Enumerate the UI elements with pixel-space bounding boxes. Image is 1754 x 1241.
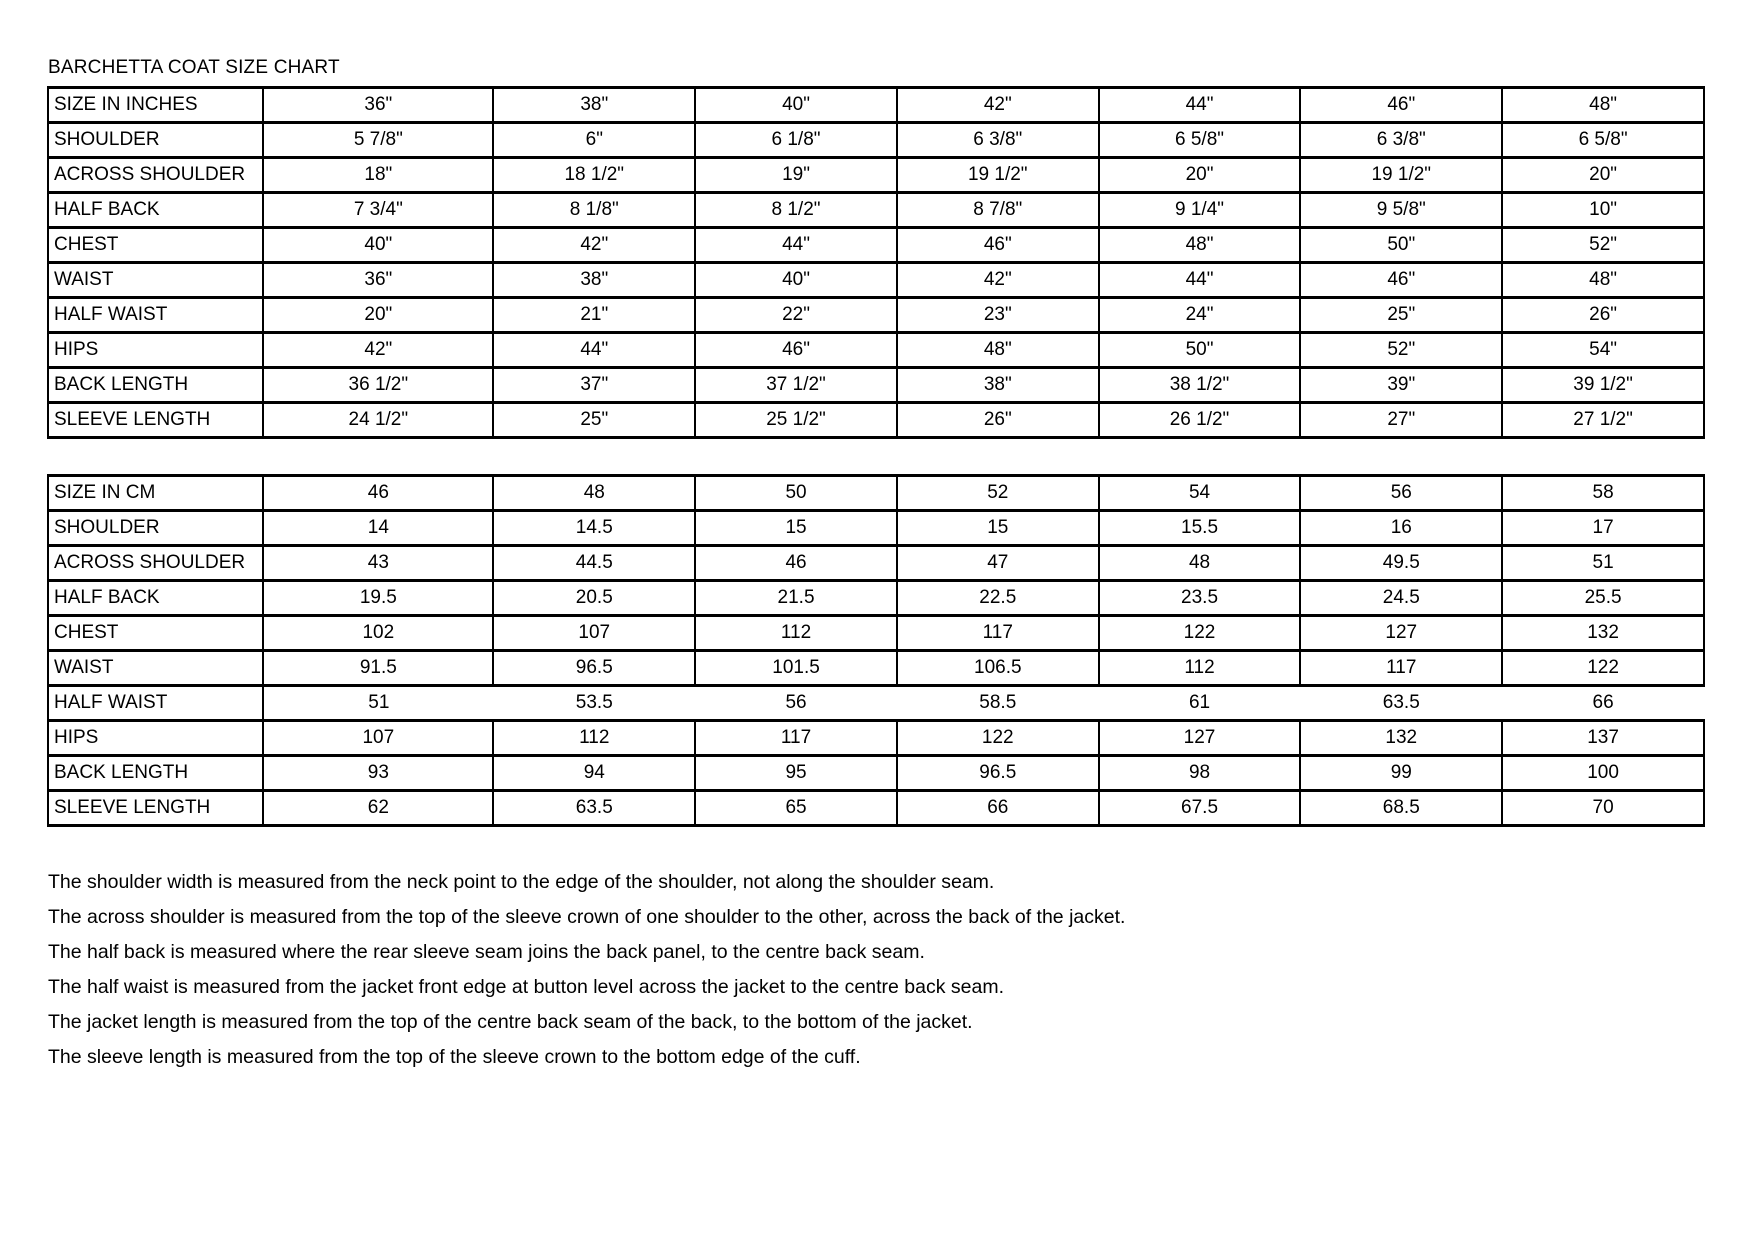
value-cell: 15 bbox=[695, 511, 897, 546]
value-cell: 25.5 bbox=[1502, 581, 1704, 616]
value-cell: 26 1/2" bbox=[1099, 403, 1301, 438]
value-cell: 66 bbox=[897, 791, 1099, 826]
value-cell: 137 bbox=[1502, 721, 1704, 756]
value-cell: 67.5 bbox=[1099, 791, 1301, 826]
value-cell: 44" bbox=[695, 228, 897, 263]
value-cell: 10" bbox=[1502, 193, 1704, 228]
table-row bbox=[48, 158, 1704, 193]
value-cell: 38" bbox=[493, 88, 695, 123]
row-label: SLEEVE LENGTH bbox=[48, 791, 263, 826]
value-cell: 19 1/2" bbox=[897, 158, 1099, 193]
value-cell: 48" bbox=[1502, 88, 1704, 123]
table-row bbox=[48, 298, 1704, 333]
value-cell: 50" bbox=[1099, 333, 1301, 368]
table-row bbox=[48, 88, 1704, 123]
value-cell: 117 bbox=[897, 616, 1099, 651]
value-cell: 96.5 bbox=[897, 756, 1099, 791]
value-cell: 100 bbox=[1502, 756, 1704, 791]
row-label: ACROSS SHOULDER bbox=[48, 546, 263, 581]
value-cell: 48 bbox=[1099, 546, 1301, 581]
value-cell: 53.5 bbox=[493, 686, 695, 721]
value-cell: 91.5 bbox=[263, 651, 493, 686]
table-row bbox=[48, 403, 1704, 438]
value-cell: 37 1/2" bbox=[695, 368, 897, 403]
value-cell: 51 bbox=[1502, 546, 1704, 581]
value-cell: 40" bbox=[695, 88, 897, 123]
value-cell: 93 bbox=[263, 756, 493, 791]
value-cell: 24" bbox=[1099, 298, 1301, 333]
value-cell: 54 bbox=[1099, 476, 1301, 511]
value-cell: 112 bbox=[1099, 651, 1301, 686]
value-cell: 106.5 bbox=[897, 651, 1099, 686]
value-cell: 56 bbox=[695, 686, 897, 721]
value-cell: 6 3/8" bbox=[897, 123, 1099, 158]
value-cell: 51 bbox=[263, 686, 493, 721]
value-cell: 48" bbox=[897, 333, 1099, 368]
value-cell: 46" bbox=[695, 333, 897, 368]
value-cell: 6" bbox=[493, 123, 695, 158]
value-cell: 46" bbox=[1300, 88, 1502, 123]
table-row bbox=[48, 333, 1704, 368]
value-cell: 27 1/2" bbox=[1502, 403, 1704, 438]
row-label: BACK LENGTH bbox=[48, 368, 263, 403]
table-row bbox=[48, 476, 1704, 511]
value-cell: 117 bbox=[1300, 651, 1502, 686]
value-cell: 36 1/2" bbox=[263, 368, 493, 403]
value-cell: 23" bbox=[897, 298, 1099, 333]
value-cell: 62 bbox=[263, 791, 493, 826]
row-label: HIPS bbox=[48, 333, 263, 368]
value-cell: 18 1/2" bbox=[493, 158, 695, 193]
value-cell: 42" bbox=[897, 88, 1099, 123]
value-cell: 46 bbox=[263, 476, 493, 511]
value-cell: 58 bbox=[1502, 476, 1704, 511]
value-cell: 38 1/2" bbox=[1099, 368, 1301, 403]
value-cell: 68.5 bbox=[1300, 791, 1502, 826]
value-cell: 66 bbox=[1502, 686, 1704, 721]
row-label: ACROSS SHOULDER bbox=[48, 158, 263, 193]
table-row bbox=[48, 511, 1704, 546]
value-cell: 20" bbox=[1502, 158, 1704, 193]
table-row bbox=[48, 368, 1704, 403]
value-cell: 107 bbox=[493, 616, 695, 651]
value-cell: 8 1/8" bbox=[493, 193, 695, 228]
table-row bbox=[48, 263, 1704, 298]
row-label: SIZE IN CM bbox=[48, 476, 263, 511]
value-cell: 7 3/4" bbox=[263, 193, 493, 228]
row-label: BACK LENGTH bbox=[48, 756, 263, 791]
value-cell: 40" bbox=[695, 263, 897, 298]
value-cell: 132 bbox=[1502, 616, 1704, 651]
value-cell: 25" bbox=[1300, 298, 1502, 333]
value-cell: 44" bbox=[1099, 263, 1301, 298]
value-cell: 36" bbox=[263, 263, 493, 298]
row-label: HALF BACK bbox=[48, 581, 263, 616]
value-cell: 36" bbox=[263, 88, 493, 123]
table-row bbox=[48, 651, 1704, 686]
value-cell: 19.5 bbox=[263, 581, 493, 616]
value-cell: 14.5 bbox=[493, 511, 695, 546]
value-cell: 44.5 bbox=[493, 546, 695, 581]
value-cell: 16 bbox=[1300, 511, 1502, 546]
value-cell: 40" bbox=[263, 228, 493, 263]
value-cell: 96.5 bbox=[493, 651, 695, 686]
value-cell: 61 bbox=[1099, 686, 1301, 721]
value-cell: 122 bbox=[1502, 651, 1704, 686]
value-cell: 8 7/8" bbox=[897, 193, 1099, 228]
value-cell: 27" bbox=[1300, 403, 1502, 438]
row-label: HIPS bbox=[48, 721, 263, 756]
value-cell: 112 bbox=[493, 721, 695, 756]
value-cell: 25" bbox=[493, 403, 695, 438]
value-cell: 21" bbox=[493, 298, 695, 333]
value-cell: 14 bbox=[263, 511, 493, 546]
value-cell: 48" bbox=[1099, 228, 1301, 263]
value-cell: 38" bbox=[897, 368, 1099, 403]
value-cell: 17 bbox=[1502, 511, 1704, 546]
measurement-note: The jacket length is measured from the top of the centre back seam of the back, to the bottom of the jacket. bbox=[48, 1011, 973, 1033]
value-cell: 24.5 bbox=[1300, 581, 1502, 616]
row-label: SHOULDER bbox=[48, 123, 263, 158]
value-cell: 49.5 bbox=[1300, 546, 1502, 581]
measurement-note: The sleeve length is measured from the top of the sleeve crown to the bottom edge of the cuff. bbox=[48, 1046, 861, 1068]
value-cell: 15.5 bbox=[1099, 511, 1301, 546]
measurement-note: The shoulder width is measured from the neck point to the edge of the shoulder, not along the shoulder seam. bbox=[48, 871, 995, 893]
value-cell: 26" bbox=[1502, 298, 1704, 333]
measurement-note: The across shoulder is measured from the top of the sleeve crown of one shoulder to the other, across the back of the jacket. bbox=[48, 906, 1126, 928]
row-label: WAIST bbox=[48, 651, 263, 686]
value-cell: 6 3/8" bbox=[1300, 123, 1502, 158]
value-cell: 42" bbox=[897, 263, 1099, 298]
value-cell: 56 bbox=[1300, 476, 1502, 511]
value-cell: 39" bbox=[1300, 368, 1502, 403]
measurement-note: The half waist is measured from the jacket front edge at button level across the jacket to the centre back seam. bbox=[48, 976, 1004, 998]
table-row bbox=[48, 546, 1704, 581]
table-row bbox=[48, 721, 1704, 756]
value-cell: 6 5/8" bbox=[1099, 123, 1301, 158]
value-cell: 52" bbox=[1502, 228, 1704, 263]
value-cell: 107 bbox=[263, 721, 493, 756]
value-cell: 42" bbox=[493, 228, 695, 263]
value-cell: 19 1/2" bbox=[1300, 158, 1502, 193]
row-label: SHOULDER bbox=[48, 511, 263, 546]
value-cell: 99 bbox=[1300, 756, 1502, 791]
value-cell: 54" bbox=[1502, 333, 1704, 368]
page-title: BARCHETTA COAT SIZE CHART bbox=[48, 57, 340, 78]
measurement-notes bbox=[48, 869, 1448, 1079]
value-cell: 23.5 bbox=[1099, 581, 1301, 616]
value-cell: 117 bbox=[695, 721, 897, 756]
value-cell: 46" bbox=[897, 228, 1099, 263]
value-cell: 52 bbox=[897, 476, 1099, 511]
value-cell: 101.5 bbox=[695, 651, 897, 686]
row-label: CHEST bbox=[48, 616, 263, 651]
value-cell: 127 bbox=[1099, 721, 1301, 756]
value-cell: 46" bbox=[1300, 263, 1502, 298]
table-row bbox=[48, 123, 1704, 158]
table-row bbox=[48, 756, 1704, 791]
value-cell: 39 1/2" bbox=[1502, 368, 1704, 403]
value-cell: 38" bbox=[493, 263, 695, 298]
value-cell: 25 1/2" bbox=[695, 403, 897, 438]
value-cell: 37" bbox=[493, 368, 695, 403]
table-row bbox=[48, 193, 1704, 228]
value-cell: 122 bbox=[1099, 616, 1301, 651]
value-cell: 44" bbox=[1099, 88, 1301, 123]
size-chart-cm-table bbox=[47, 474, 1705, 827]
value-cell: 15 bbox=[897, 511, 1099, 546]
value-cell: 65 bbox=[695, 791, 897, 826]
value-cell: 63.5 bbox=[1300, 686, 1502, 721]
row-label: CHEST bbox=[48, 228, 263, 263]
value-cell: 8 1/2" bbox=[695, 193, 897, 228]
value-cell: 48 bbox=[493, 476, 695, 511]
value-cell: 5 7/8" bbox=[263, 123, 493, 158]
value-cell: 42" bbox=[263, 333, 493, 368]
value-cell: 22.5 bbox=[897, 581, 1099, 616]
value-cell: 21.5 bbox=[695, 581, 897, 616]
value-cell: 20" bbox=[263, 298, 493, 333]
value-cell: 19" bbox=[695, 158, 897, 193]
value-cell: 58.5 bbox=[897, 686, 1099, 721]
value-cell: 43 bbox=[263, 546, 493, 581]
table-row bbox=[48, 791, 1704, 826]
value-cell: 24 1/2" bbox=[263, 403, 493, 438]
value-cell: 50" bbox=[1300, 228, 1502, 263]
table-row bbox=[48, 686, 1704, 721]
value-cell: 9 5/8" bbox=[1300, 193, 1502, 228]
value-cell: 95 bbox=[695, 756, 897, 791]
value-cell: 6 1/8" bbox=[695, 123, 897, 158]
value-cell: 127 bbox=[1300, 616, 1502, 651]
measurement-note: The half back is measured where the rear sleeve seam joins the back panel, to the centre back seam. bbox=[48, 941, 925, 963]
row-label: HALF BACK bbox=[48, 193, 263, 228]
table-row bbox=[48, 616, 1704, 651]
value-cell: 70 bbox=[1502, 791, 1704, 826]
value-cell: 112 bbox=[695, 616, 897, 651]
value-cell: 20.5 bbox=[493, 581, 695, 616]
value-cell: 132 bbox=[1300, 721, 1502, 756]
value-cell: 44" bbox=[493, 333, 695, 368]
row-label: SIZE IN INCHES bbox=[48, 88, 263, 123]
row-label: HALF WAIST bbox=[48, 298, 263, 333]
row-label: WAIST bbox=[48, 263, 263, 298]
value-cell: 20" bbox=[1099, 158, 1301, 193]
value-cell: 6 5/8" bbox=[1502, 123, 1704, 158]
value-cell: 63.5 bbox=[493, 791, 695, 826]
value-cell: 52" bbox=[1300, 333, 1502, 368]
value-cell: 48" bbox=[1502, 263, 1704, 298]
value-cell: 94 bbox=[493, 756, 695, 791]
row-label: HALF WAIST bbox=[48, 686, 263, 721]
value-cell: 18" bbox=[263, 158, 493, 193]
value-cell: 122 bbox=[897, 721, 1099, 756]
value-cell: 46 bbox=[695, 546, 897, 581]
value-cell: 50 bbox=[695, 476, 897, 511]
value-cell: 47 bbox=[897, 546, 1099, 581]
value-cell: 26" bbox=[897, 403, 1099, 438]
value-cell: 22" bbox=[695, 298, 897, 333]
value-cell: 98 bbox=[1099, 756, 1301, 791]
table-row bbox=[48, 228, 1704, 263]
value-cell: 9 1/4" bbox=[1099, 193, 1301, 228]
value-cell: 102 bbox=[263, 616, 493, 651]
size-chart-inches-table bbox=[47, 86, 1705, 439]
table-row bbox=[48, 581, 1704, 616]
row-label: SLEEVE LENGTH bbox=[48, 403, 263, 438]
